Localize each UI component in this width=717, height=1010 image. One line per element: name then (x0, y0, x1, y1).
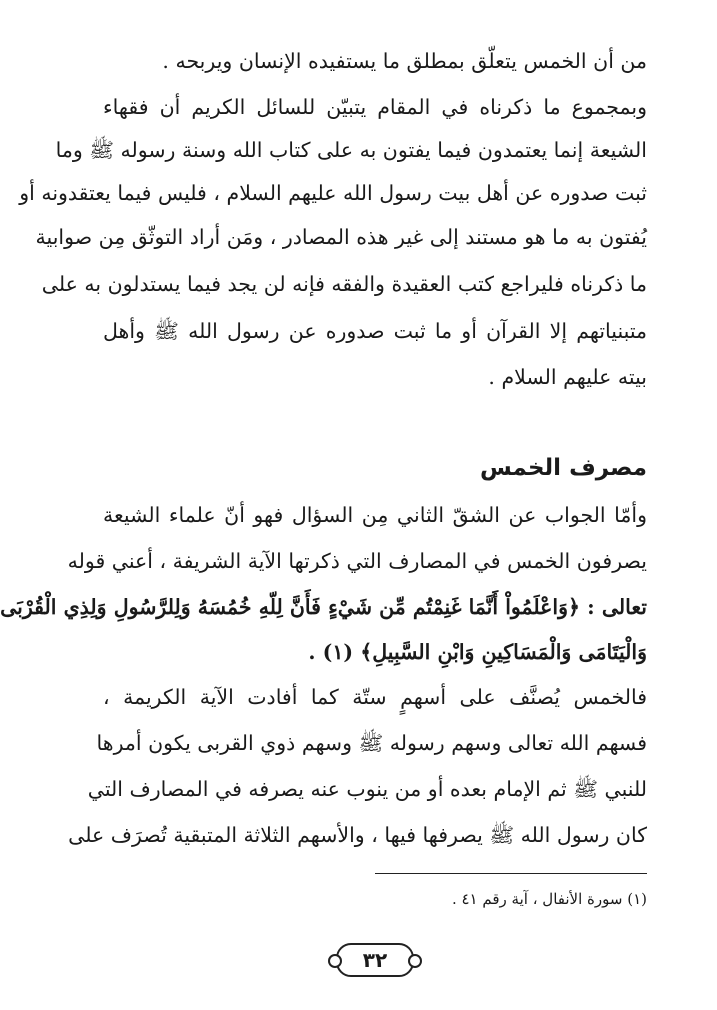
text-line: يُفتون به ما هو مستند إلى غير هذه المصادر ، ومَن أراد التوثّق مِن صوابية (35, 225, 647, 249)
text-line: يصرفون الخمس في المصارف التي ذكرتها الآية الشريفة ، أعني قوله (67, 549, 647, 573)
text-line: كان رسول الله ﷺ يصرفها فيها ، والأسهم الثلاثة المتبقية تُصرَف على (68, 823, 647, 847)
text-line: متبنياتهم إلا القرآن أو ما ثبت صدوره عن رسول الله ﷺ وأهل (103, 319, 647, 343)
text-line: وبمجموع ما ذكرناه في المقام يتبيّن للسائل الكريم أن فقهاء (103, 95, 647, 119)
text-line: فالخمس يُصنَّف على أسهمٍ ستّة كما أفادت الآية الكريمة ، (103, 685, 647, 709)
text-line: ثبت صدوره عن أهل بيت رسول الله عليهم السلام ، فليس فيما يعتقدونه أو (19, 181, 647, 205)
text-line: للنبي ﷺ ثم الإمام بعده أو من ينوب عنه يصرفه في المصارف التي (87, 777, 647, 801)
text-line: ما ذكرناه فليراجع كتب العقيدة والفقه فإنه لن يجد فيما يستدلون به على (41, 272, 647, 296)
page-number: ٣٢ (336, 943, 414, 977)
section-heading: مصرف الخمس (480, 455, 647, 481)
text-line: بيته عليهم السلام . (488, 365, 647, 389)
text-line: وأمّا الجواب عن الشقّ الثاني مِن السؤال فهو أنّ علماء الشيعة (103, 503, 647, 527)
quran-verse-line: تعالى : ﴿وَاعْلَمُواْ أَنَّمَا غَنِمْتُم مِّن شَيْءٍ فَأَنَّ لِلّهِ خُمُسَهُ وَلِلرَّسُولِ وَلِذِي الْقُرْبَى (0, 595, 647, 619)
quran-verse-line: وَالْيَتَامَى وَالْمَسَاكِينِ وَابْنِ السَّبِيلِ﴾ (١) . (308, 640, 647, 664)
text-line: من أن الخمس يتعلّق بمطلق ما يستفيده الإنسان ويربحه . (162, 49, 647, 73)
text-line: فسهم الله تعالى وسهم رسوله ﷺ وسهم ذوي القربى يكون أمرها (96, 731, 647, 755)
footnote-separator (375, 873, 647, 874)
text-line: الشيعة إنما يعتمدون فيما يفتون به على كتاب الله وسنة رسوله ﷺ وما (55, 138, 647, 162)
footnote: (١) سورة الأنفال ، آية رقم ٤١ . (451, 890, 647, 908)
